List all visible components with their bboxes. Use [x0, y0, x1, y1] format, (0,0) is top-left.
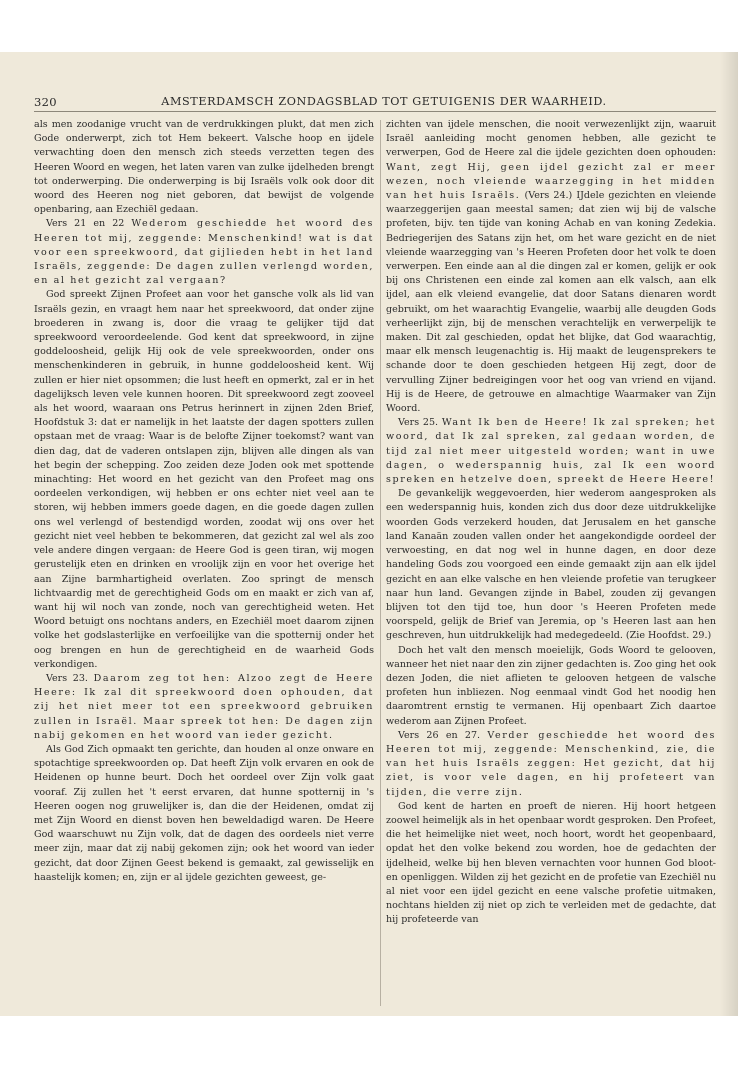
- left-column: [34, 118, 374, 885]
- verse-reference: Vers 25.: [398, 417, 439, 429]
- right-column: [386, 118, 716, 928]
- verse-reference: Vers 23.: [46, 672, 88, 684]
- verse-reference: Vers 21 en 22: [46, 218, 125, 230]
- scripture-quote: Want Ik ben de Heere! Ik zal spreken; het woord, dat Ik zal spreken, zal gedaan worden, de tijd zal niet meer uitgesteld worden; want in uwe dagen, o wederspannig huis, zal Ik een woord spreken en hetzelve doen, spreekt de Heere Heere!: [386, 417, 716, 486]
- journal-title: AMSTERDAMSCH ZONDAGSBLAD TOT GETUIGENIS DER WAARHEID.: [161, 95, 607, 108]
- newspaper-page: [0, 52, 738, 1016]
- column-divider: [380, 120, 381, 1006]
- paragraph: als men zoodanige vrucht van de verdrukkingen plukt, dat men zich Gode onderwerpt, zich tot Hem bekeert. Valsche hoop en ijdele verwachting doen den mensch zich steeds verzetten tegen des Heeren Woord en wegen, het laten varen van zulke ijdelheden brengt tot onderwerping. Die onderwerping is bij Israëls volk ook door dit woord des Heeren nog niet geboren, dat bewijst de volgende openbaring, aan Ezechiël gedaan.: [34, 119, 374, 216]
- scripture-quote: Verder geschiedde het woord des Heeren tot mij, zeggende: Menschenkind, zie, die van het huis Israëls zeggen: Het gezicht, dat hij ziet, is voor vele dagen, en hij profeteert van tijden, die verre zijn.: [386, 729, 716, 798]
- paragraph: God spreekt Zijnen Profeet aan voor het gansche volk als lid van Israëls gezin, en vraagt hem naar het spreekwoord, dat onder zijne broederen in zwang is, door die vraag te gelijker tijd dat spreekwoord veroordeelende. God kent dat spreekwoord, in zijne goddeloosheid, gelijk Hij ook de vele spreekwoorden, onder ons menschenkinderen in gebruik, in hunne goddeloosheid kent. Wij zullen er hier niet opsommen; die lust heeft en opmerkt, zal er in het dagelijksch leven vele kunnen hooren. Dit spreekwoord zegt zooveel als het woord, waaraan ons Petrus herinnert in zijnen 2den Brief, Hoofdstuk 3: dat er namelijk in het laatste der dagen spotters zullen opstaan met de vraag: Waar is de belofte Zijner toekomst? want van dien dag, dat de vaderen ontslapen zijn, blijven alle dingen als van het begin der schepping. Zoo zeiden deze Joden ook met spottende minachting: Het woord en het gezicht van den Profeet mag ons oordeelen verkondigen, wij hebben er ons echter niet veel aan te storen, wij hebben immers goede dagen, en die goede dagen zullen ons wel verlengd of bestendigd worden, zoodat wij ons over het gezicht niet veel hebben te bekommeren, dat gezicht zal wel als zoo vele andere dingen vergaan: de Heere God is geen tiran, wij mogen gerustelijk eten en drinken en vroolijk zijn en voor het overige het aan Zijne barmhartigheid overlaten. Zoo springt de mensch lichtvaardig met de gerechtigheid Gods om en maakt er zich van af, want hij wil noch van zonde, noch van gerechtigheid weten. Het Woord betuigt ons nochtans anders, en Ezechiël moet daarom zijnen volke het godslasterlijke en verfoeilijke van die spotternij onder het oog brengen en hun de gerechtigheid en de waarheid Gods verkondigen.: [34, 289, 374, 670]
- verse-paragraph: [386, 729, 716, 800]
- paragraph: Als God Zich opmaakt ten gerichte, dan houden al onze onware en spotachtige spreekwoorden op. Dat heeft Zijn volk ervaren en ook de Heidenen op hunne beurt. Doch het oordeel over Zijn volk gaat vooraf. Zij zullen het 't eerst ervaren, dat hunne spotternij in 's Heeren oogen nog gruwelijker is, dan die der Heidenen, omdat zij met Zijn Woord en dienst boven hen beweldadigd waren. De Heere God waarschuwt nu Zijn volk, dat de dagen des oordeels niet verre meer zijn, maar dat zij nabij gekomen zijn; ook het woord van ieder gezicht, dat door Zijnen Geest bekend is gemaakt, zal gewisselijk en haastelijk komen; en, zijn er al ijdele gezichten geweest, ge-: [34, 743, 374, 883]
- verse-reference: Vers 26 en 27.: [398, 729, 481, 741]
- paragraph: God kent de harten en proeft de nieren. Hij hoort hetgeen zoowel heimelijk als in het openbaar wordt gesproken. Den Profeet, die het heimelijke niet weet, noch hoort, wordt het geopenbaard, opdat het den volke bekend zou worden, hoe de gedachten der ijdelheid, welke bij hen bleven vernachten voor hunnen God bloot- en openliggen. Wilden zij het gezicht en de profetie van Ezechiël nu al niet voor een ijdel gezicht en eene valsche profetie uitmaken, nochtans hielden zij niet op zich te verleiden met de gedachte, dat hij profeteerde van: [386, 800, 716, 926]
- scripture-quote: Wederom geschiedde het woord des Heeren tot mij, zeggende: Menschenkind! wat is dat voor een spreekwoord, dat gijlieden hebt in het land Israëls, zeggende: De dagen zullen verlengd worden, en al het gezicht zal vergaan?: [34, 218, 374, 287]
- page-header: [34, 95, 716, 112]
- verse-paragraph: [34, 672, 374, 743]
- scripture-quote: Want, zegt Hij, geen ijdel gezicht zal er meer wezen, noch vleiende waarzegging in het midden van het huis Israëls.: [386, 161, 716, 202]
- page-number: 320: [34, 95, 57, 109]
- verse-paragraph: [34, 217, 374, 288]
- paragraph: De gevankelijk weggevoerden, hier wederom aangesproken als een wederspannig huis, konden zich dus door deze uitdrukkelijke woorden Gods verzekerd houden, dat Jerusalem en het gansche land Kanaän zouden vallen onder het aangekondigde oordeel der verwoesting, en dat nog wel in hunne dagen, en door deze handeling Gods zou voorgoed een einde gemaakt zijn aan elk ijdel gezicht en aan elke valsche en hen vleiende profetie van terugkeer naar hun land. Gevangen zijnde in Babel, zouden zij gevangen blijven tot den tijd toe, hun door 's Heeren Profeten mede voorspeld, gelijk de Brief van Jeremia, op 's Heeren last aan hen geschreven, hun uitdrukkelijk had medegedeeld. (Zie Hoofdst. 29.): [386, 488, 716, 642]
- scripture-quote: Daarom zeg tot hen: Alzoo zegt de Heere Heere: Ik zal dit spreekwoord doen ophouden, dat zij het niet meer tot een spreekwoord gebruiken zullen in Israël. Maar spreek tot hen: De dagen zijn nabij gekomen en het woord van ieder gezicht.: [34, 672, 374, 741]
- paragraph: zichten van ijdele menschen, die nooit verwezenlijkt zijn, waaruit Israël aanleiding mocht genomen hebben, alle gezicht te verwerpen, God de Heere zal die ijdele gezichten doen ophouden: Want, zegt Hij, geen ijdel gezicht zal er meer wezen, noch vleiende waarzegging in het midden van het huis Israëls. (Vers 24.) IJdele gezichten en vleiende waarzeggerijen gaan meestal samen; dat zien wij bij de valsche profeten, bijv. ten tijde van koning Achab en van koning Zedekia. Bedriegerijen des Satans zijn het, om het ware gezicht en de niet vleiende waarzegging van 's Heeren Profeten door het volk te doen verwerpen. Een einde aan al die dingen zal er komen, gelijk er ook bij ons Christenen een einde zal komen aan elk valsch, aan elk ijdel, aan elk vleiend evangelie, dat door Satans dienaren wordt gebruikt, om het waarachtig Evangelie, waarbij alle deugden Gods verheerlijkt zijn, bij de menschen verachtelijk en verwerpelijk te maken. Dit zal geschieden, opdat het blijke, dat God waarachtig, maar elk mensch leugenachtig is. Hij maakt de leugensprekers te schande door te doen geschieden hetgeen Hij zegt, door de vervulling Zijner bedreigingen voor het oog van vriend en vijand. Hij is de Heere, de getrouwe en almachtige Waarmaker van Zijn Woord.: [386, 119, 716, 415]
- verse-paragraph: [386, 416, 716, 487]
- paragraph: Doch het valt den mensch moeielijk, Gods Woord te gelooven, wanneer het niet naar den zin zijner gedachten is. Zoo ging het ook dezen Joden, die niet aflieten te gelooven hetgeen de valsche profeten hun inbliezen. Nog eenmaal vindt God het noodig hen daaromtrent ernstig te vermanen. Hij openbaart Zich daartoe wederom aan Zijnen Profeet.: [386, 644, 716, 727]
